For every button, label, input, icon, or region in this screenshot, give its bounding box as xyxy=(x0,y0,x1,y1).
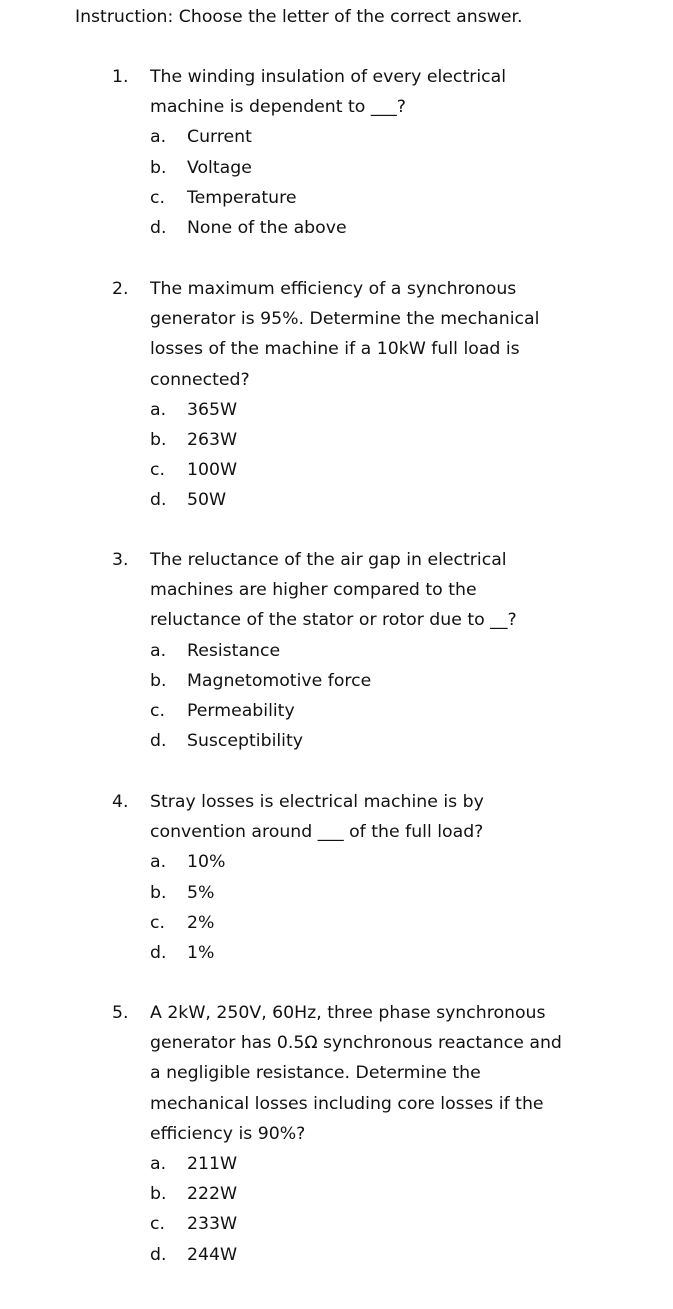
question-line: The winding insulation of every electrical xyxy=(150,67,507,87)
option-text: 5% xyxy=(187,882,215,903)
option-letter: c. xyxy=(150,460,165,481)
option-letter: c. xyxy=(150,700,165,721)
option-letter: a. xyxy=(150,640,167,661)
question-line: a negligible resistance. Determine the xyxy=(150,1063,481,1084)
instruction-text: Instruction: Choose the letter of the correct answer. xyxy=(75,7,523,27)
option-text: 1% xyxy=(187,942,215,963)
question-number: 5. xyxy=(112,1003,129,1023)
option-text: Susceptibility xyxy=(187,731,303,752)
answer-option-a[interactable] xyxy=(150,395,610,425)
answer-option-a[interactable] xyxy=(150,847,610,877)
option-letter: b. xyxy=(150,882,167,903)
question-line: convention around ___ of the full load? xyxy=(150,822,484,843)
option-text: Resistance xyxy=(187,640,281,661)
question-line: Stray losses is electrical machine is by xyxy=(150,792,484,812)
option-text: Permeability xyxy=(187,700,295,721)
question-body xyxy=(150,545,610,756)
option-letter: d. xyxy=(150,1244,167,1265)
answer-option-d[interactable] xyxy=(150,1240,610,1270)
question-number: 3. xyxy=(112,550,129,570)
answer-option-b[interactable] xyxy=(150,666,610,696)
question-line: efficiency is 90%? xyxy=(150,1123,306,1144)
option-letter: b. xyxy=(150,1184,167,1205)
answer-option-d[interactable] xyxy=(150,485,610,515)
option-text: 263W xyxy=(187,429,238,450)
option-text: 100W xyxy=(187,460,238,481)
option-letter: d. xyxy=(150,942,167,963)
question-line: connected? xyxy=(150,369,250,390)
option-letter: a. xyxy=(150,1153,167,1174)
option-letter: a. xyxy=(150,852,167,873)
answer-option-a[interactable] xyxy=(150,636,610,666)
option-text: 222W xyxy=(187,1184,238,1205)
option-letter: d. xyxy=(150,731,167,752)
option-text: None of the above xyxy=(187,217,347,238)
answer-option-d[interactable] xyxy=(150,938,610,968)
option-text: 2% xyxy=(187,912,215,933)
option-letter: d. xyxy=(150,217,167,238)
answer-option-b[interactable] xyxy=(150,1179,610,1209)
question-body xyxy=(150,274,610,516)
option-text: 10% xyxy=(187,852,226,873)
question-body xyxy=(150,787,610,968)
option-letter: c. xyxy=(150,912,165,933)
option-text: Temperature xyxy=(187,187,297,208)
answer-option-c[interactable] xyxy=(150,908,610,938)
option-text: Magnetomotive force xyxy=(187,670,372,691)
answer-option-c[interactable] xyxy=(150,1209,610,1239)
answer-option-a[interactable] xyxy=(150,1149,610,1179)
answer-option-d[interactable] xyxy=(150,213,610,243)
question-line: generator has 0.5Ω synchronous reactance and xyxy=(150,1033,562,1054)
question-line: reluctance of the stator or rotor due to __? xyxy=(150,610,517,631)
answer-option-a[interactable] xyxy=(150,122,610,152)
option-letter: c. xyxy=(150,187,165,208)
question-number: 1. xyxy=(112,67,129,87)
question-line: A 2kW, 250V, 60Hz, three phase synchronous xyxy=(150,1003,546,1023)
question-body xyxy=(150,62,610,243)
option-letter: b. xyxy=(150,429,167,450)
option-text: Voltage xyxy=(187,157,252,178)
question-body xyxy=(150,998,610,1270)
question-line: machine is dependent to ___? xyxy=(150,97,406,118)
option-text: 244W xyxy=(187,1244,238,1265)
option-letter: d. xyxy=(150,490,167,511)
question-line: The reluctance of the air gap in electrical xyxy=(150,550,507,570)
option-letter: a. xyxy=(150,127,167,148)
option-letter: b. xyxy=(150,670,167,691)
answer-option-c[interactable] xyxy=(150,183,610,213)
option-letter: c. xyxy=(150,1214,165,1235)
answer-option-b[interactable] xyxy=(150,878,610,908)
option-text: Current xyxy=(187,127,252,148)
option-text: 211W xyxy=(187,1153,238,1174)
question-line: generator is 95%. Determine the mechanical xyxy=(150,309,540,330)
answer-option-b[interactable] xyxy=(150,153,610,183)
option-letter: b. xyxy=(150,157,167,178)
answer-option-b[interactable] xyxy=(150,425,610,455)
question-number: 4. xyxy=(112,792,129,812)
question-line: losses of the machine if a 10kW full load is xyxy=(150,339,520,360)
answer-option-c[interactable] xyxy=(150,455,610,485)
option-letter: a. xyxy=(150,399,167,420)
option-text: 50W xyxy=(187,490,227,511)
question-number: 2. xyxy=(112,279,129,299)
option-text: 365W xyxy=(187,399,238,420)
question-line: machines are higher compared to the xyxy=(150,580,477,601)
answer-option-c[interactable] xyxy=(150,696,610,726)
question-line: mechanical losses including core losses if the xyxy=(150,1093,544,1114)
answer-option-d[interactable] xyxy=(150,726,610,756)
question-line: The maximum efficiency of a synchronous xyxy=(150,279,517,299)
option-text: 233W xyxy=(187,1214,238,1235)
